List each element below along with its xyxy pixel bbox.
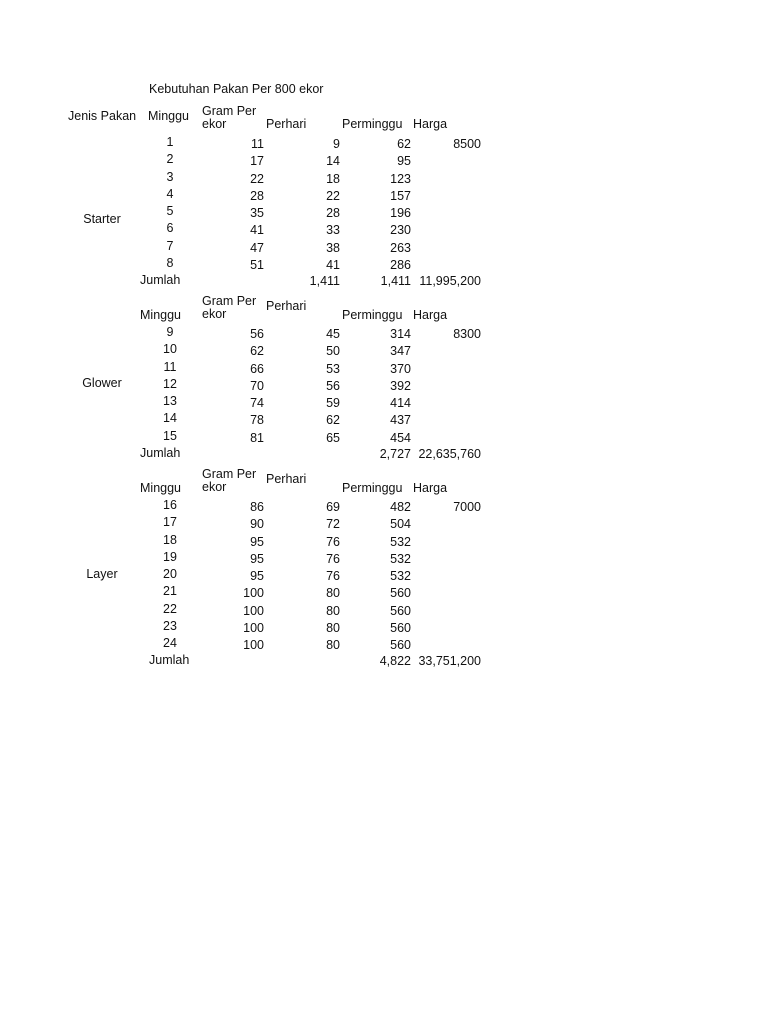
cell-perminggu: 196: [390, 206, 411, 220]
jumlah-label: Jumlah: [140, 445, 181, 460]
section-label: Starter: [83, 212, 121, 226]
cell-minggu: 7: [166, 238, 174, 253]
cell-perminggu: 392: [390, 378, 411, 393]
cell-harga: 7000: [453, 500, 481, 514]
cell-perminggu: 482: [390, 500, 411, 514]
cell-minggu: 23: [163, 618, 177, 633]
cell-gram-per-ekor: 28: [250, 188, 264, 203]
cell-perhari: 9: [333, 137, 340, 151]
subheader-gram-per-ekor: [202, 295, 256, 321]
cell-gram-per-ekor: 66: [250, 361, 264, 376]
cell-gram-per-ekor: 51: [250, 257, 264, 272]
subheader-harga: Harga: [413, 308, 448, 322]
subheader-perminggu: Perminggu: [342, 308, 403, 322]
cell-minggu: 21: [163, 584, 177, 599]
cell-minggu: 13: [163, 394, 177, 408]
cell-perhari: 33: [326, 223, 340, 238]
cell-minggu: 20: [163, 567, 177, 581]
cell-gram-per-ekor: 95: [250, 534, 264, 549]
cell-harga: 8300: [453, 327, 481, 341]
cell-minggu: 24: [163, 636, 177, 650]
cell-gram-per-ekor: 22: [250, 171, 264, 186]
cell-gram-per-ekor: 100: [243, 603, 264, 618]
cell-perhari: 22: [326, 188, 340, 203]
header-minggu: Minggu: [148, 109, 189, 123]
subheader-gram-per-ekor: [202, 468, 256, 494]
cell-perhari: 53: [326, 361, 340, 376]
cell-minggu: 4: [166, 186, 174, 201]
cell-perhari: 50: [326, 344, 340, 359]
cell-minggu: 11: [163, 359, 177, 374]
jumlah-label: Jumlah: [140, 273, 181, 287]
cell-minggu: 16: [163, 498, 177, 512]
subheader-gram-line1: Gram Per: [202, 294, 257, 308]
cell-perminggu: 230: [390, 223, 411, 238]
cell-harga: 8500: [453, 137, 481, 151]
cell-perminggu: 560: [390, 620, 411, 635]
header-jenis-pakan: Jenis Pakan: [68, 109, 137, 123]
cell-perminggu: 437: [390, 413, 411, 428]
section-label: Glower: [82, 376, 122, 390]
cell-minggu: 9: [166, 325, 174, 339]
cell-gram-per-ekor: 47: [250, 240, 264, 255]
cell-perminggu: 157: [390, 188, 411, 203]
cell-perminggu: 95: [397, 154, 411, 169]
cell-gram-per-ekor: 86: [250, 500, 264, 514]
cell-perhari: 76: [326, 534, 340, 549]
cell-minggu: 19: [163, 549, 177, 564]
subheader-minggu: Minggu: [140, 481, 181, 495]
cell-gram-per-ekor: 100: [243, 638, 264, 652]
cell-minggu: 5: [166, 204, 174, 218]
cell-perhari: 41: [326, 257, 340, 272]
cell-minggu: 22: [163, 601, 177, 616]
cell-gram-per-ekor: 62: [250, 344, 264, 359]
cell-minggu: 1: [166, 135, 174, 149]
cell-perminggu: 62: [397, 137, 411, 151]
subheader-perhari: Perhari: [266, 472, 307, 486]
cell-minggu: 18: [163, 532, 177, 547]
subheader-gram-line2: ekor: [202, 480, 227, 494]
header-harga: Harga: [413, 117, 448, 131]
cell-perhari: 80: [326, 620, 340, 635]
cell-perminggu: 314: [390, 327, 411, 341]
cell-perminggu: 370: [390, 361, 411, 376]
cell-perminggu: 263: [390, 240, 411, 255]
subheader-harga: Harga: [413, 481, 448, 495]
jumlah-harga: 11,995,200: [419, 274, 481, 288]
cell-perminggu: 123: [390, 171, 411, 186]
cell-perhari: 76: [326, 569, 340, 583]
subheader-gram-line2: ekor: [202, 307, 227, 321]
header-gram-line1: Gram Per: [202, 104, 257, 118]
cell-gram-per-ekor: 70: [250, 378, 264, 393]
cell-minggu: 3: [166, 169, 174, 184]
cell-minggu: 17: [163, 515, 177, 530]
jumlah-perminggu: 1,411: [380, 274, 411, 288]
subheader-perminggu: Perminggu: [342, 481, 403, 495]
cell-gram-per-ekor: 74: [250, 396, 264, 410]
cell-perhari: 62: [326, 413, 340, 428]
header-gram-line2: ekor: [202, 117, 227, 131]
cell-gram-per-ekor: 78: [250, 413, 264, 428]
cell-perminggu: 286: [390, 257, 411, 272]
cell-minggu: 12: [163, 376, 177, 391]
subheader-minggu: Minggu: [140, 308, 181, 322]
cell-gram-per-ekor: 17: [250, 154, 264, 169]
cell-perminggu: 532: [390, 551, 411, 566]
header-gram-per-ekor: [202, 105, 256, 131]
cell-gram-per-ekor: 90: [250, 517, 264, 532]
section-label: Layer: [86, 567, 118, 581]
subheader-gram-line1: Gram Per: [202, 467, 257, 481]
jumlah-perminggu: 4,822: [379, 654, 411, 669]
cell-minggu: 15: [163, 428, 177, 443]
cell-perminggu: 414: [390, 396, 411, 410]
cell-gram-per-ekor: 100: [243, 620, 264, 635]
cell-minggu: 10: [163, 342, 177, 357]
header-perminggu: Perminggu: [342, 117, 403, 131]
cell-perhari: 65: [326, 430, 340, 445]
jumlah-harga: 22,635,760: [418, 446, 481, 461]
jumlah-harga: 33,751,200: [418, 654, 481, 669]
cell-perhari: 18: [326, 171, 340, 186]
cell-perminggu: 504: [390, 517, 411, 532]
cell-perhari: 69: [326, 500, 340, 514]
cell-perhari: 56: [326, 378, 340, 393]
jumlah-perhari: 1,411: [309, 274, 340, 288]
cell-gram-per-ekor: 95: [250, 551, 264, 566]
cell-gram-per-ekor: 11: [251, 137, 264, 151]
cell-perminggu: 347: [390, 344, 411, 359]
cell-perhari: 76: [326, 551, 340, 566]
cell-perhari: 80: [326, 603, 340, 618]
cell-perhari: 28: [326, 206, 340, 220]
cell-gram-per-ekor: 41: [250, 223, 264, 238]
cell-perminggu: 560: [390, 603, 411, 618]
cell-perhari: 72: [326, 517, 340, 532]
cell-perhari: 45: [326, 327, 340, 341]
cell-gram-per-ekor: 81: [250, 430, 264, 445]
subheader-perhari: Perhari: [266, 299, 307, 313]
cell-gram-per-ekor: 95: [250, 569, 264, 583]
header-perhari: Perhari: [266, 117, 307, 131]
jumlah-perminggu: 2,727: [379, 446, 411, 461]
cell-perminggu: 532: [390, 534, 411, 549]
jumlah-label: Jumlah: [149, 653, 190, 668]
cell-perhari: 80: [326, 586, 340, 601]
cell-gram-per-ekor: 35: [250, 206, 264, 220]
cell-perminggu: 560: [390, 638, 411, 652]
cell-perminggu: 454: [390, 430, 411, 445]
cell-perminggu: 560: [390, 586, 411, 601]
cell-perminggu: 532: [390, 569, 411, 583]
cell-minggu: 8: [166, 255, 174, 270]
cell-minggu: 14: [163, 411, 177, 426]
sheet-title: Kebutuhan Pakan Per 800 ekor: [149, 82, 324, 96]
cell-minggu: 6: [166, 221, 174, 236]
cell-gram-per-ekor: 56: [250, 327, 264, 341]
cell-perhari: 38: [326, 240, 340, 255]
cell-gram-per-ekor: 100: [243, 586, 264, 601]
cell-perhari: 59: [326, 396, 340, 410]
cell-minggu: 2: [166, 152, 174, 167]
cell-perhari: 14: [326, 154, 340, 169]
cell-perhari: 80: [326, 638, 340, 652]
